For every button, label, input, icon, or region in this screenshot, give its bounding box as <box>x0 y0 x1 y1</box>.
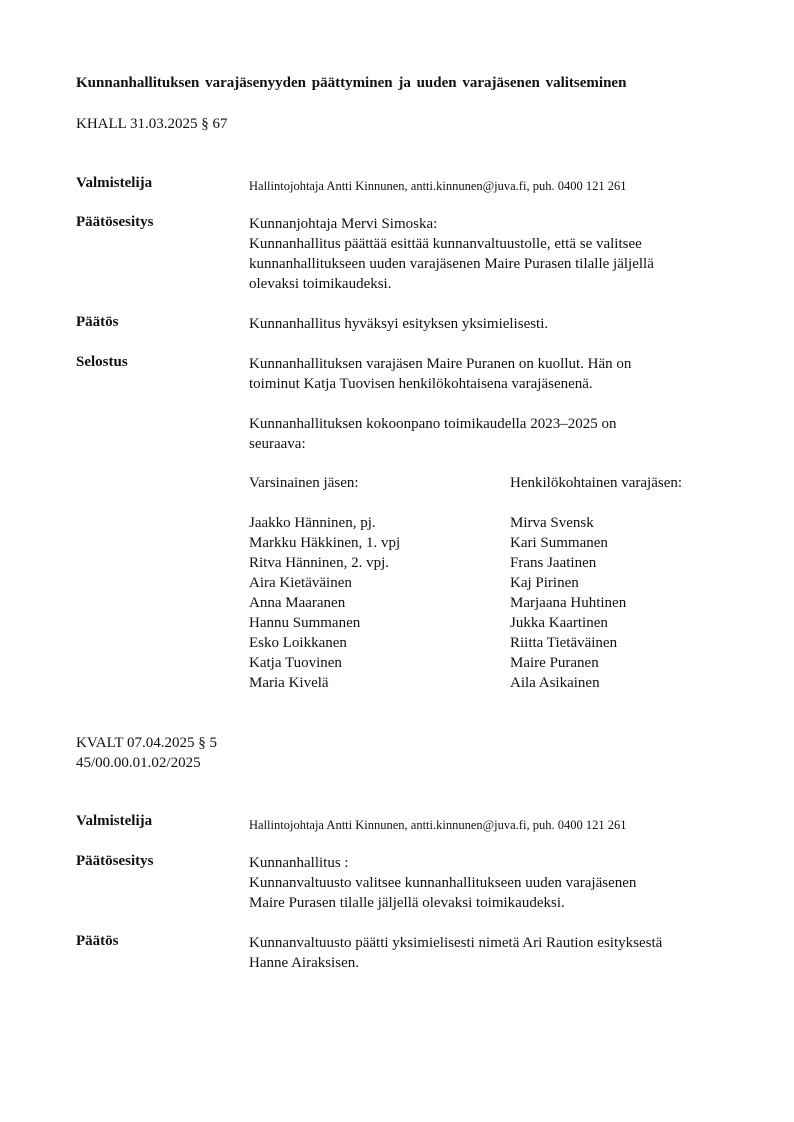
text-line: kunnanhallitukseen uuden varajäsenen Maire Purasen tilalle jäljellä <box>249 256 654 272</box>
list-item: Riitta Tietäväinen <box>510 635 618 651</box>
list-item: Kaj Pirinen <box>510 575 579 591</box>
list-item: Katja Tuovinen <box>249 655 342 671</box>
text-line: toiminut Katja Tuovisen henkilökohtaisena varajäsenenä. <box>249 376 593 392</box>
text-line: Maire Purasen tilalle jäljellä olevaksi toimikaudeksi. <box>249 895 565 911</box>
text-line: Kunnanvaltuusto päätti yksimielisesti nimetä Ari Raution esityksestä <box>249 935 663 951</box>
list-item: Esko Loikkanen <box>249 635 347 651</box>
list-item: Hannu Summanen <box>249 615 361 631</box>
paatos-label: Päätös <box>76 933 119 949</box>
text-line: Kunnanhallitus päättää esittää kunnanvaltuustolle, että se valitsee <box>249 236 642 252</box>
text-line: olevaksi toimikaudeksi. <box>249 276 392 292</box>
paatosesitys-label: Päätösesitys <box>76 853 154 869</box>
document-title: Kunnanhallituksen varajäsenyyden päättyminen ja uuden varajäsenen valitseminen <box>76 75 627 91</box>
list-item: Maria Kivelä <box>249 675 329 691</box>
valmistelija-text: Hallintojohtaja Antti Kinnunen, antti.kinnunen@juva.fi, puh. 0400 121 261 <box>249 179 627 193</box>
text-line: Kunnanjohtaja Mervi Simoska: <box>249 216 438 232</box>
selostus-label: Selostus <box>76 354 128 370</box>
khall-reference: KHALL 31.03.2025 § 67 <box>76 116 228 132</box>
text-line: Kunnanvaltuusto valitsee kunnanhallitukseen uuden varajäsenen <box>249 875 637 891</box>
list-item: Ritva Hänninen, 2. vpj. <box>249 555 389 571</box>
list-item: Markku Häkkinen, 1. vpj <box>249 535 401 551</box>
paatosesitys-text <box>249 853 636 913</box>
deputies-column <box>510 473 682 693</box>
text-line: Kunnanhallituksen varajäsen Maire Puranen on kuollut. Hän on <box>249 356 632 372</box>
paatos-label: Päätös <box>76 314 119 330</box>
text-line: Hanne Airaksisen. <box>249 955 359 971</box>
list-item: Marjaana Huhtinen <box>510 595 627 611</box>
valmistelija-text: Hallintojohtaja Antti Kinnunen, antti.kinnunen@juva.fi, puh. 0400 121 261 <box>249 818 627 832</box>
kokoonpano-text <box>249 414 616 454</box>
list-item: Aila Asikainen <box>510 675 600 691</box>
record-number: 45/00.00.01.02/2025 <box>76 755 201 771</box>
members-header: Varsinainen jäsen: <box>249 475 359 491</box>
list-item: Kari Summanen <box>510 535 608 551</box>
list-item: Jaakko Hänninen, pj. <box>249 515 376 531</box>
kvalt-reference <box>76 733 217 773</box>
text-line: Kunnanhallituksen kokoonpano toimikaudella 2023–2025 on <box>249 416 617 432</box>
selostus-text <box>249 354 631 394</box>
list-item: Frans Jaatinen <box>510 555 597 571</box>
list-item: Maire Puranen <box>510 655 599 671</box>
deputies-header: Henkilökohtainen varajäsen: <box>510 475 683 491</box>
paatos-text <box>249 933 662 973</box>
paatosesitys-label: Päätösesitys <box>76 214 154 230</box>
members-column <box>249 473 400 693</box>
valmistelija-label: Valmistelija <box>76 813 153 829</box>
list-item: Aira Kietäväinen <box>249 575 352 591</box>
text-line: Kunnanhallitus : <box>249 855 349 871</box>
paatos-text: Kunnanhallitus hyväksyi esityksen yksimielisesti. <box>249 316 549 332</box>
list-item: Jukka Kaartinen <box>510 615 608 631</box>
valmistelija-label: Valmistelija <box>76 175 153 191</box>
kvalt-ref-line: KVALT 07.04.2025 § 5 <box>76 735 217 751</box>
text-line: seuraava: <box>249 436 306 452</box>
paatosesitys-text <box>249 214 654 294</box>
list-item: Anna Maaranen <box>249 595 346 611</box>
list-item: Mirva Svensk <box>510 515 594 531</box>
